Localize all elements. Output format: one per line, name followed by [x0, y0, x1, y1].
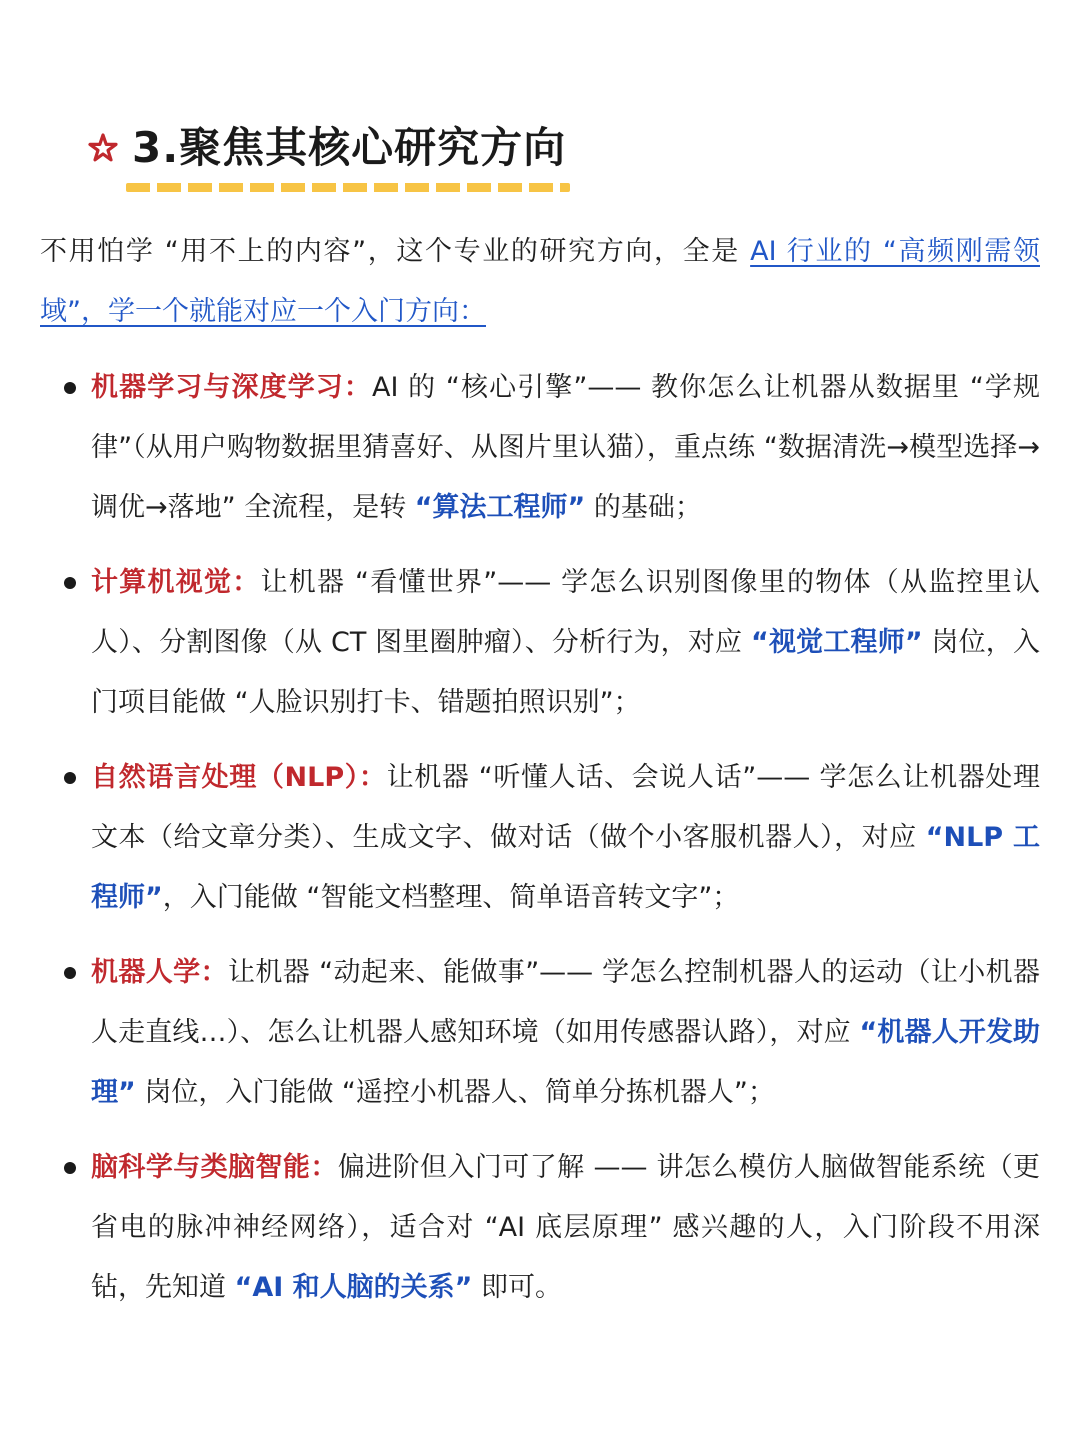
item-highlight: “算法工程师”: [414, 492, 586, 523]
item-text-end: 岗位，入门能做 “遥控小机器人、简单分拣机器人”；: [135, 1077, 775, 1108]
item-text: AI 的 “核心引擎”—— 教你怎么让机器从数据里 “学规律”（从用户购物数据里猜喜好、从图片里认猫），重点练 “数据清洗→模型选择→调优→落地” 全流程，是转: [91, 372, 1041, 523]
section-header: [86, 118, 566, 178]
item-text: 让机器 “看懂世界”—— 学怎么识别图像里的物体（从监控里认人）、分割图像（从 CT 图里圈肿瘤）、分析行为，对应: [91, 567, 1041, 658]
item-highlight: “AI 和人脑的关系”: [234, 1272, 473, 1303]
bullet-dot: [64, 1162, 76, 1174]
item-text: 让机器 “动起来、能做事”—— 学怎么控制机器人的运动（让小机器人走直线…）、怎么让机器人感知环境（如用传感器认路），对应: [91, 957, 1041, 1048]
item-highlight: “机器人开发助理”: [91, 1017, 1040, 1108]
intro-paragraph: [40, 222, 1040, 342]
list-item: [40, 748, 1040, 928]
title-dashed-underline: [126, 183, 570, 192]
item-text-end: 岗位，入门项目能做 “人脸识别打卡、错题拍照识别”；: [91, 627, 1040, 718]
list-item: [40, 553, 1040, 733]
star-icon: [86, 131, 120, 165]
list-item: [40, 358, 1040, 538]
intro-link[interactable]: AI 行业的 “高频刚需领域”，学一个就能对应一个入门方向：: [40, 236, 1040, 327]
list-item: [40, 1138, 1040, 1318]
item-text-end: 即可。: [472, 1272, 563, 1303]
research-direction-list: [40, 358, 1040, 1333]
intro-text: 不用怕学 “用不上的内容”，这个专业的研究方向，全是: [40, 236, 751, 267]
item-text-end: ，入门能做 “智能文档整理、简单语音转文字”；: [162, 882, 740, 913]
bullet-dot: [64, 382, 76, 394]
item-term: 计算机视觉：: [91, 567, 261, 598]
item-highlight: “视觉工程师”: [751, 627, 923, 658]
item-term: 机器学习与深度学习：: [91, 372, 372, 403]
item-text: 让机器 “听懂人话、会说人话”—— 学怎么让机器处理文本（给文章分类）、生成文字、做对话（做个小客服机器人），对应: [91, 762, 1041, 853]
bullet-dot: [64, 772, 76, 784]
item-term: 自然语言处理（NLP）：: [91, 762, 387, 793]
item-text-end: 的基础；: [585, 492, 702, 523]
bullet-dot: [64, 577, 76, 589]
list-item: [40, 943, 1040, 1123]
bullet-dot: [64, 967, 76, 979]
item-term: 机器人学：: [91, 957, 228, 988]
item-term: 脑科学与类脑智能：: [91, 1152, 338, 1183]
section-title: 3.聚焦其核心研究方向: [132, 123, 567, 172]
item-highlight: “NLP 工程师”: [91, 822, 1040, 913]
item-text: 偏进阶但入门可了解 —— 讲怎么模仿人脑做智能系统（更省电的脉冲神经网络），适合对 “AI 底层原理” 感兴趣的人，入门阶段不用深钻，先知道: [91, 1152, 1041, 1303]
